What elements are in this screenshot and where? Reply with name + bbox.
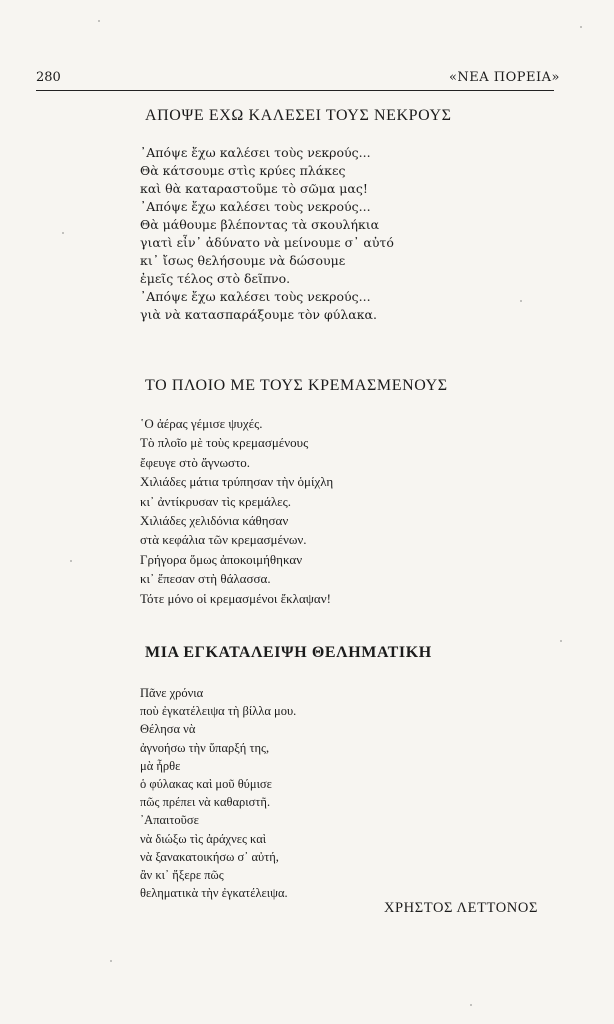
poem-line: ὁ φύλακας καὶ μοῦ θύμισε bbox=[140, 777, 272, 792]
poem-title-3: ΜΙΑ ΕΓΚΑΤΑΛΕΙΨΗ ΘΕΛΗΜΑΤΙΚΗ bbox=[145, 644, 432, 661]
poem-line: Χιλιάδες χελιδόνια κάθησαν bbox=[140, 513, 289, 529]
poem-line: νὰ διώξω τὶς ἀράχνες καὶ bbox=[140, 831, 267, 846]
scan-speck bbox=[110, 960, 112, 962]
poem-line: ᾿Απαιτοῦσε bbox=[140, 813, 199, 828]
poem-title-2: ΤΟ ΠΛΟΙΟ ΜΕ ΤΟΥΣ ΚΡΕΜΑΣΜΕΝΟΥΣ bbox=[145, 377, 448, 394]
author-signature: ΧΡΗΣΤΟΣ ΛΕΤΤΟΝΟΣ bbox=[383, 900, 538, 916]
poem-title-1: ΑΠΟΨΕ ΕΧΩ ΚΑΛΕΣΕΙ ΤΟΥΣ ΝΕΚΡΟΥΣ bbox=[145, 107, 452, 124]
poem-line: Θέλησα νὰ bbox=[140, 722, 196, 737]
poem-line: θεληματικὰ τὴν ἐγκατέλειψα. bbox=[140, 886, 288, 901]
poem-line: Πᾶνε χρόνια bbox=[140, 686, 204, 700]
scan-speck bbox=[580, 26, 582, 28]
poem-line: Γρήγορα ὅμως ἀποκοιμήθηκαν bbox=[140, 551, 303, 567]
poem-line: νὰ ξανακατοικήσω σ᾿ αὐτή, bbox=[140, 849, 279, 864]
poem-line: γιατὶ εἶν᾿ ἀδύνατο νὰ μείνουμε σ᾿ αὐτό bbox=[140, 235, 394, 250]
poem-line: ἐμεῖς τέλος στὸ δεῖπνο. bbox=[140, 271, 291, 286]
scan-speck bbox=[98, 20, 100, 22]
poem-line: Θὰ μάθουμε βλέποντας τὰ σκουλήκια bbox=[140, 217, 380, 232]
poem-line: ἂν κι᾿ ἤξερε πῶς bbox=[140, 868, 224, 883]
poem-line: Τὸ πλοῖο μὲ τοὺς κρεμασμένους bbox=[140, 435, 309, 451]
poem-line: Χιλιάδες μάτια τρύπησαν τὴν ὁμίχλη bbox=[140, 474, 334, 490]
poem-line: ῾Ο ἀέρας γέμισε ψυχές. bbox=[140, 416, 263, 431]
poem-line: ποὺ ἐγκατέλειψα τὴ βίλλα μου. bbox=[140, 704, 297, 719]
poem-line: κι᾿ ἴσως θελήσουμε νὰ δώσουμε bbox=[140, 253, 346, 268]
poem-line: γιὰ νὰ κατασπαράξουμε τὸν φύλακα. bbox=[140, 307, 377, 322]
poem-line: ᾿Απόψε ἔχω καλέσει τοὺς νεκρούς... bbox=[140, 145, 371, 160]
poem-body-2 bbox=[140, 414, 333, 608]
scan-speck bbox=[560, 640, 562, 642]
scan-speck bbox=[520, 300, 522, 302]
poem-line: καὶ θὰ καταραστοῦμε τὸ σῶμα μας! bbox=[140, 181, 368, 196]
scan-speck bbox=[62, 232, 64, 234]
poem-line: ᾿Απόψε ἔχω καλέσει τοὺς νεκρούς... bbox=[140, 199, 371, 214]
scan-speck bbox=[470, 1004, 472, 1006]
poem-line: στὰ κεφάλια τῶν κρεμασμένων. bbox=[140, 532, 307, 548]
running-title: «ΝΕΑ ΠΟΡΕΙΑ» bbox=[448, 70, 560, 85]
header-rule bbox=[36, 90, 554, 91]
page-number: 280 bbox=[36, 70, 61, 85]
poem-body-1 bbox=[140, 144, 394, 324]
poem-line: μὰ ἦρθε bbox=[140, 758, 181, 773]
poem-line: ἔφευγε στὸ ἄγνωστο. bbox=[140, 454, 251, 470]
poem-line: Θὰ κάτσουμε στὶς κρύες πλάκες bbox=[140, 163, 346, 178]
poem-line: ἀγνοήσω τὴν ὕπαρξή της, bbox=[140, 740, 270, 755]
scan-speck bbox=[70, 560, 72, 562]
poem-body-3 bbox=[140, 684, 296, 902]
poem-line: Τότε μόνο οἱ κρεμασμένοι ἔκλαψαν! bbox=[140, 590, 331, 606]
poem-line: κι᾿ ἔπεσαν στὴ θάλασσα. bbox=[140, 571, 271, 587]
poem-line: πῶς πρέπει νὰ καθαριστῆ. bbox=[140, 795, 271, 810]
poem-line: κι᾿ ἀντίκρυσαν τὶς κρεμάλες. bbox=[140, 493, 292, 509]
poem-line: ᾿Απόψε ἔχω καλέσει τοὺς νεκρούς... bbox=[140, 289, 371, 304]
